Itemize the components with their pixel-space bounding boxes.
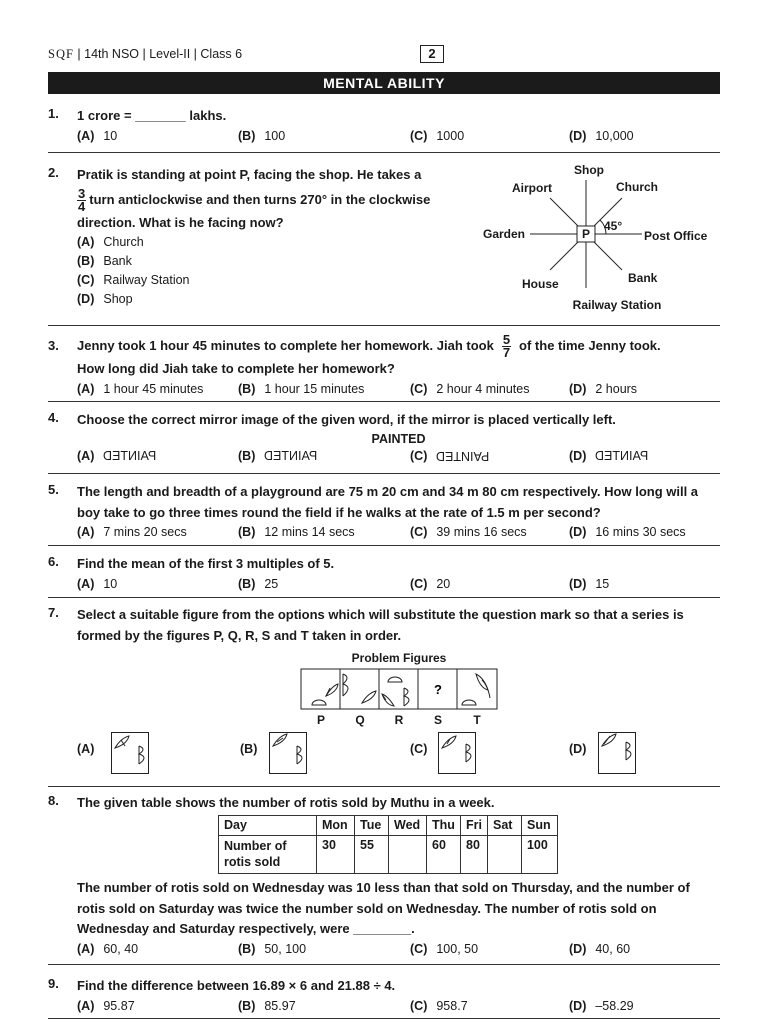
option-c[interactable]: (C) 100, 50 [410, 941, 479, 956]
header-meta [48, 47, 242, 62]
question-5 [48, 482, 720, 543]
question-8-continued [48, 878, 720, 960]
figure-label-q: Q [355, 713, 365, 727]
question-7 [48, 605, 720, 646]
option-d[interactable]: (D) 2 hours [569, 381, 638, 396]
fraction: $\frac{5}{7}$ [502, 332, 511, 360]
question-9 [48, 976, 720, 1017]
option-d[interactable]: (D) 16 mins 30 secs [569, 525, 686, 539]
question-text: The length and breadth of a playground are 75 m 20 cm and 34 m 80 cm respectively. How long will a boy take to go three times round the field if he walks at the rate of 1.5 m per second? [77, 484, 699, 520]
option-b[interactable]: (B) 12 mins 14 secs [238, 525, 355, 539]
question-text: 1 crore = _______ lakhs. [77, 108, 227, 123]
direction-diagram [470, 158, 730, 316]
option-d[interactable]: (D) 10,000 [569, 128, 634, 143]
section-title: MENTAL ABILITY [48, 72, 720, 94]
question-4 [48, 410, 720, 467]
option-a[interactable]: (A) 10 [77, 128, 118, 143]
option-b[interactable]: (B) 85.97 [238, 998, 296, 1013]
option-c[interactable]: (C) 2 hour 4 minutes [410, 381, 530, 396]
question-number: 9. [48, 976, 59, 991]
question-text: Pratik is standing at point P, facing the shop. He takes a $\frac{3}{4}$ turn anticlockwise and then turns 270° in the clockwise direction. What is he facing now? [77, 167, 431, 230]
option-d-figure[interactable] [598, 732, 636, 774]
option-d[interactable]: (D) Shop [77, 292, 133, 306]
question-text: Jenny took 1 hour 45 minutes to complete her homework. Jiah took $\frac{5}{7}$ of the time Jenny took. How long did Jiah take to complete her homework? [77, 332, 661, 376]
table-row: Number of rotis sold 30 55 60 80 100 [219, 836, 558, 874]
option-c[interactable]: (C) 39 mins 16 secs [410, 525, 527, 539]
figure-label-r: R [394, 713, 404, 727]
fraction: $\frac{3}{4}$ [78, 185, 86, 214]
label-airport: Airport [512, 181, 552, 195]
divider [48, 545, 720, 546]
option-a[interactable]: (A) 95.87 [77, 998, 135, 1013]
option-c[interactable]: (C) Railway Station [77, 273, 190, 287]
problem-figures-title: Problem Figures [351, 651, 447, 665]
question-number: 8. [48, 793, 59, 808]
question-text: Choose the correct mirror image of the given word, if the mirror is placed vertically left. [77, 412, 616, 427]
label-post-office: Post Office [644, 229, 708, 243]
label-shop: Shop [574, 163, 604, 177]
given-word: PAINTED [371, 431, 426, 446]
option-b-label: (B) [240, 742, 258, 756]
question-3 [48, 334, 720, 400]
option-d-label: (D) [569, 742, 587, 756]
label-bank: Bank [628, 271, 658, 285]
option-c[interactable]: (C) PAINTED [410, 448, 490, 463]
option-c[interactable]: (C) 958.7 [410, 998, 468, 1013]
option-b[interactable]: (B) Bank [77, 254, 132, 268]
header-exam-info: | 14th NSO | Level-II | Class 6 [73, 47, 243, 61]
divider [48, 325, 720, 326]
question-1 [48, 106, 720, 147]
question-mark: ? [434, 682, 442, 697]
figure-label-s: S [433, 713, 443, 727]
option-a[interactable]: (A) 60, 40 [77, 941, 139, 956]
option-c[interactable]: (C) 1000 [410, 128, 465, 143]
question-number: 6. [48, 554, 59, 569]
figure-label-t: T [473, 713, 481, 727]
center-label: P [581, 227, 591, 241]
label-garden: Garden [483, 227, 526, 241]
question-number: 3. [48, 338, 59, 353]
question-text: Find the difference between 16.89 × 6 and 21.88 ÷ 4. [77, 978, 396, 993]
divider [48, 964, 720, 965]
option-d[interactable]: (D) PAINTED [569, 448, 649, 463]
question-number: 2. [48, 165, 59, 180]
question-8 [48, 793, 720, 814]
question-number: 7. [48, 605, 59, 620]
angle-label: 45° [604, 219, 623, 233]
option-c-figure[interactable] [438, 732, 476, 774]
label-railway-station: Railway Station [572, 298, 662, 312]
option-a[interactable]: (A) 10 [77, 576, 118, 591]
problem-figures [300, 668, 500, 730]
option-b[interactable]: (B) 100 [238, 128, 286, 143]
question-number: 4. [48, 410, 59, 425]
option-b[interactable]: (B) 50, 100 [238, 941, 307, 956]
divider [48, 786, 720, 787]
question-text: Select a suitable figure from the options which will substitute the question mark so that a series is formed by the figures P, Q, R, S and T taken in order. [77, 607, 684, 643]
option-d[interactable]: (D) –58.29 [569, 998, 634, 1013]
question-number: 1. [48, 106, 59, 121]
table-header-row: Day Mon Tue Wed Thu Fri Sat Sun [219, 816, 558, 836]
label-church: Church [616, 180, 658, 194]
divider [48, 1018, 720, 1019]
option-d[interactable]: (D) 15 [569, 576, 610, 591]
label-house: House [522, 277, 559, 291]
option-c[interactable]: (C) 20 [410, 576, 451, 591]
question-text: The given table shows the number of rotis sold by Muthu in a week. [77, 795, 495, 810]
option-a[interactable]: (A) 7 mins 20 secs [77, 525, 187, 539]
option-a[interactable]: (A) PAINTED [77, 448, 157, 463]
option-b[interactable]: (B) PAINTED [238, 448, 318, 463]
divider [48, 597, 720, 598]
header-logo: SQF [48, 47, 74, 61]
divider [48, 152, 720, 153]
option-b-figure[interactable] [269, 732, 307, 774]
divider [48, 473, 720, 474]
question-6 [48, 554, 720, 595]
option-c-label: (C) [410, 742, 428, 756]
option-b[interactable]: (B) 25 [238, 576, 279, 591]
question-text: Find the mean of the first 3 multiples of 5. [77, 556, 335, 571]
page-header [48, 45, 720, 65]
option-a-figure[interactable] [111, 732, 149, 774]
divider [48, 401, 720, 402]
option-a[interactable]: (A) 1 hour 45 minutes [77, 381, 204, 396]
option-b[interactable]: (B) 1 hour 15 minutes [238, 381, 365, 396]
question-text: The number of rotis sold on Wednesday was 10 less than that sold on Thursday, and the number of rotis sold on Saturday was twice the number sold on Wednesday. The number of rotis sold on Wednesday and Saturday respectively, were ________. [77, 880, 690, 936]
option-d[interactable]: (D) 40, 60 [569, 941, 631, 956]
page-number: 2 [420, 45, 444, 63]
figure-label-p: P [316, 713, 326, 727]
option-a-label: (A) [77, 742, 95, 756]
option-a[interactable]: (A) Church [77, 235, 144, 249]
rotis-table [218, 815, 558, 874]
question-number: 5. [48, 482, 59, 497]
